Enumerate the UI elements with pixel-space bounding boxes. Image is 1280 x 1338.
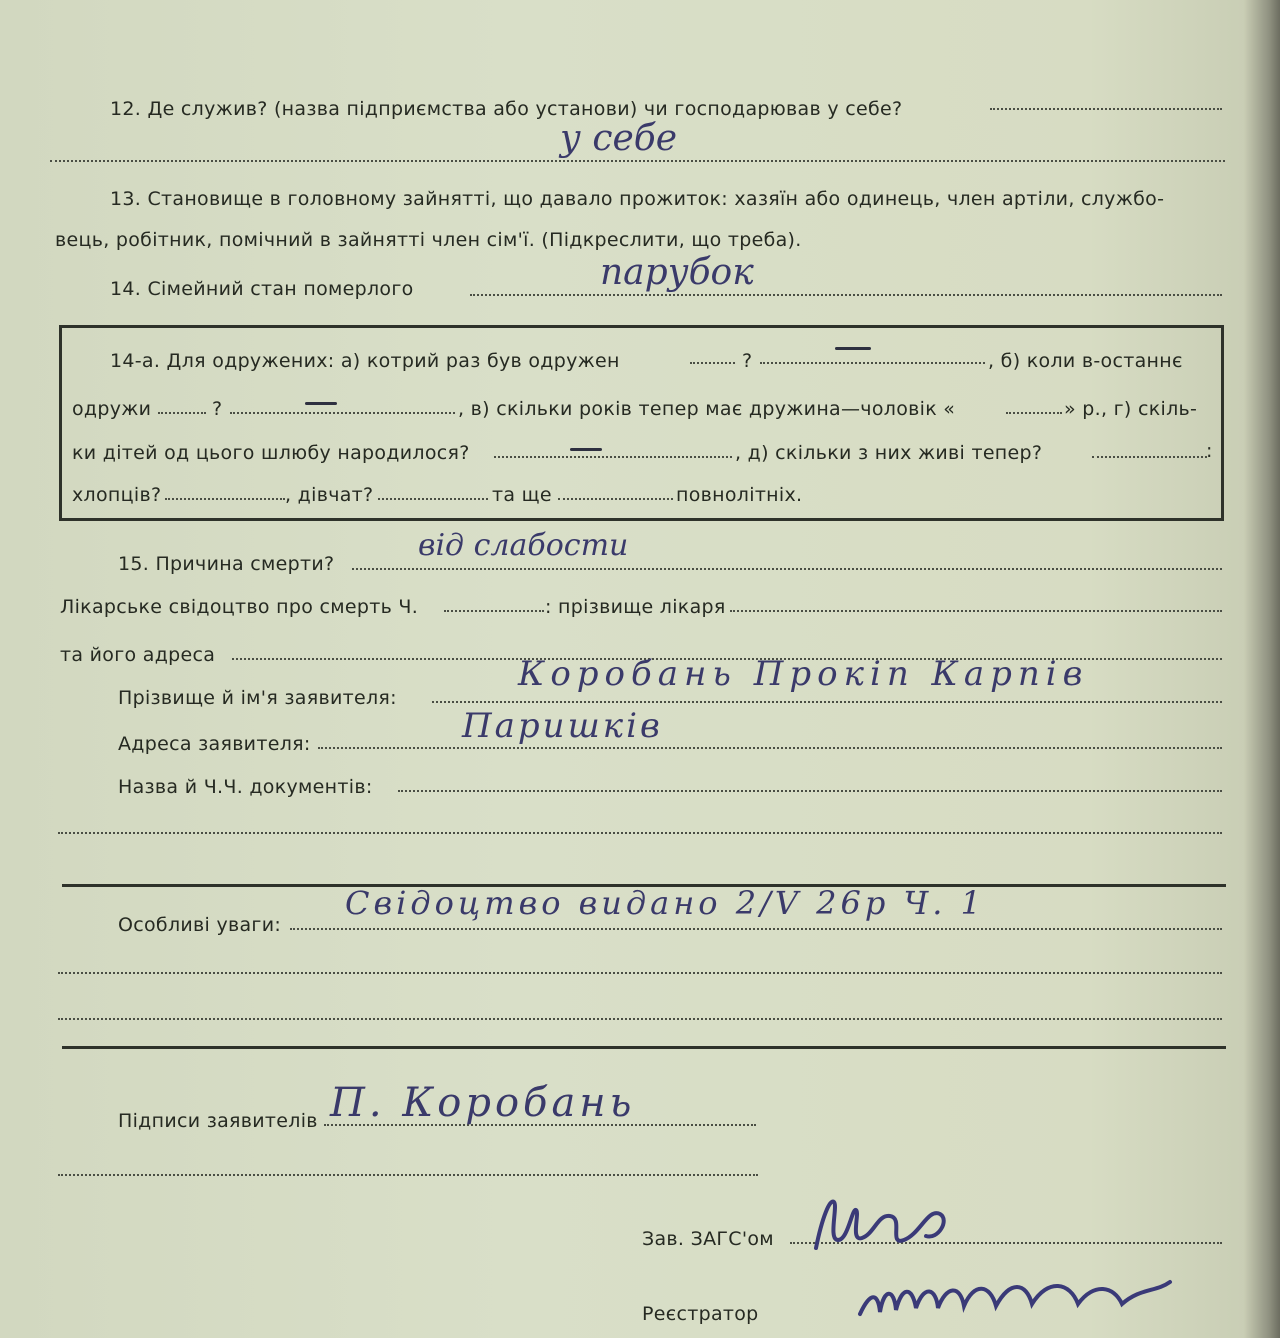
med-cert-dotline [444,610,544,612]
q14-answer: парубок [600,252,754,293]
notes-label: Особливі уваги: [118,914,282,936]
q14a-line4c: та ще [492,484,552,506]
q14a-dots-8 [165,498,285,500]
q15-label: 15. Причина смерти? [118,553,335,575]
q13-line2: вець, робітник, помічний в зайнятті член сім'ї. (Підкреслити, що треба). [55,229,802,251]
q14a-line2a: одружи [72,398,152,420]
notes-dotline [290,928,1222,930]
applicant-name-answer: Коробань Прокіп Карпів [518,654,1089,694]
documents-dotline [398,790,1222,792]
q12-dotline [990,108,1222,110]
q14a-line4b: , дівчат? [285,484,374,506]
q14a-dash-2 [305,402,337,405]
signatures-label: Підписи заявителів [118,1110,318,1132]
applicant-signature: П. Коробань [330,1080,636,1126]
divider-rule-2 [62,1046,1226,1049]
q14a-dots-6 [494,456,732,458]
q14a-dots-1 [690,362,735,364]
q12-answer-line [50,160,1225,162]
q14a-dots-9 [378,498,488,500]
q15-answer: від слабости [418,528,629,563]
q13-line1: 13. Становище в головному зайнятті, що давало прожиток: хазяїн або одинець, член артіли, службо- [110,188,1165,210]
page-edge-shadow [1244,0,1280,1338]
q14a-q2: ? [212,398,223,420]
q14a-dots-5 [1006,412,1062,414]
q12-answer: у себе [560,118,678,159]
applicant-name-label: Прізвище й ім'я заявителя: [118,687,397,709]
q14a-dots-7 [1092,456,1207,458]
applicant-name-dotline [432,701,1222,703]
med-cert-label: Лікарське свідоцтво про смерть Ч. [60,596,419,618]
q14a-colon: : [1206,440,1213,462]
notes-answer: Свідоцтво видано 2/V 26р Ч. 1 [345,884,985,922]
q12-label: 12. Де служив? (назва підприємства або установи) чи господарював у себе? [110,98,903,120]
q14a-dots-2 [760,362,985,364]
q14-dotline [470,294,1222,296]
doctor-label: : прізвище лікаря [545,596,726,618]
documents-label: Назва й Ч.Ч. документів: [118,776,373,798]
q14a-line3a: ки дітей од цього шлюбу народилося? [72,442,470,464]
q14a-line2b: , в) скільки років тепер має дружина—чоловік « [458,398,956,420]
q14a-dash-1 [835,347,871,350]
q14a-line3b: , д) скільки з них живі тепер? [735,442,1043,464]
applicant-addr-answer: Паришків [462,706,663,746]
q14a-line4d: повнолітніх. [676,484,803,506]
q14a-line2c: » р., г) скіль- [1064,398,1198,420]
zags-head-label: Зав. ЗАГС'ом [642,1228,774,1250]
doctor-dotline [730,610,1222,612]
q14-label: 14. Сімейний стан померлого [110,278,414,300]
q14a-line1b: , б) коли в-останнє [988,350,1183,372]
signatures-dotline-2 [58,1174,758,1176]
q14a-q1: ? [742,350,753,372]
q14a-line1a: 14-а. Для одружених: а) котрий раз був одружен [110,350,620,372]
applicant-addr-label: Адреса заявителя: [118,733,311,755]
q15-dotline [352,568,1222,570]
registrar-signature [850,1262,1180,1338]
doctor-addr-label: та його адреса [60,644,216,666]
q14a-line4a: хлопців? [72,484,162,506]
q14a-dash-3 [570,448,602,451]
q14a-dots-4 [230,412,455,414]
notes-dotline-2 [58,972,1222,974]
applicant-addr-dotline [318,747,1222,749]
registrar-label: Реєстратор [642,1303,759,1325]
documents-dotline-2 [58,832,1222,834]
zags-head-signature [808,1188,958,1260]
notes-dotline-3 [58,1018,1222,1020]
q14a-dots-10 [558,498,673,500]
q14a-dots-3 [158,412,206,414]
